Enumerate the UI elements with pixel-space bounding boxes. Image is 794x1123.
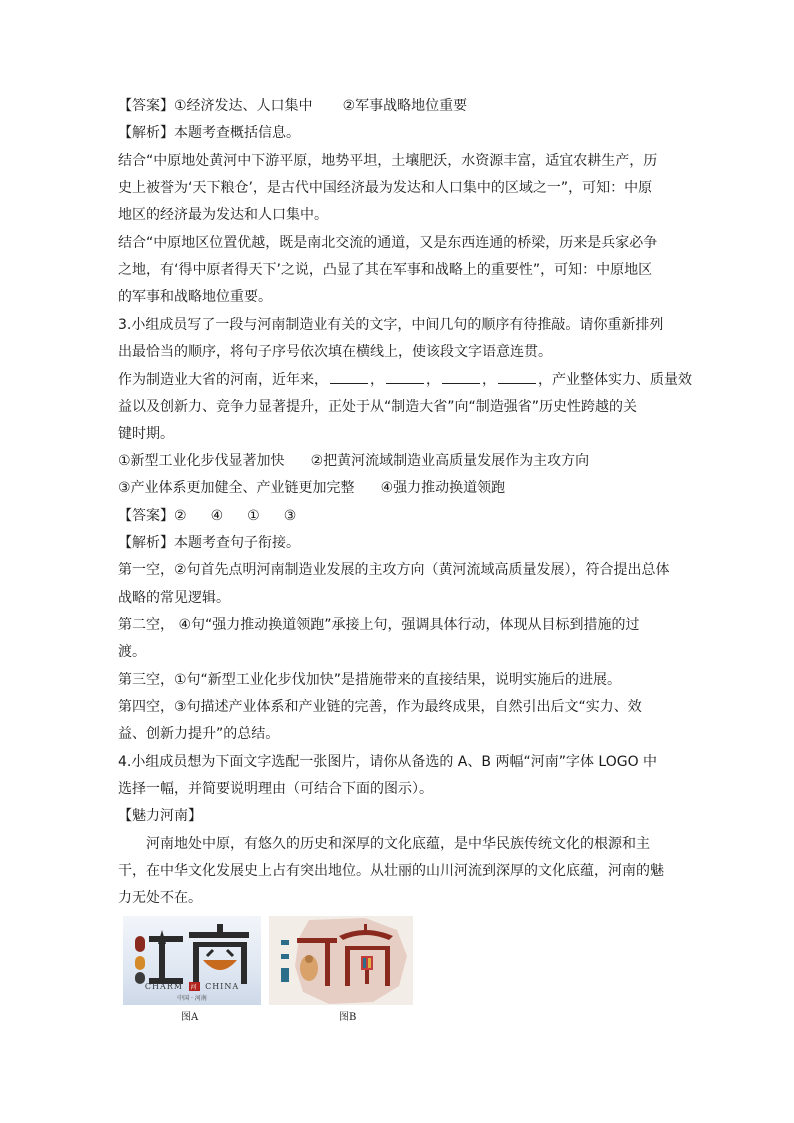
answer-line-2: 【答案】② ④ ① ③ (118, 508, 297, 524)
body-line: 战略的常见逻辑。 (118, 590, 230, 606)
blank-1[interactable] (330, 369, 368, 384)
body-line: 结合“中原地区位置优越，既是南北交流的通道，又是东西连通的桥梁，历来是兵家必争 (118, 235, 658, 251)
body-line: 之地，有‘得中原者得天下’之说，凸显了其在军事和战略上的重要性”，可知：中原地区 (118, 262, 653, 278)
question-4-line: 选择一幅，并简要说明理由（可结合下面的图示）。 (118, 781, 433, 797)
henan-logo-a-graphic (123, 916, 261, 1005)
logo-a-subtitle: 中国 · 河南 (177, 995, 207, 1002)
figure-a-caption: 图A (181, 1012, 199, 1023)
question-3-line: 出最恰当的顺序，将句子序号依次填在横线上，使该段文字语意连贯。 (118, 344, 552, 360)
analysis-line-1: 【解析】本题考查概括信息。 (118, 125, 300, 141)
body-line: 第二空， ④句“强力推动换道领跑”承接上句，强调具体行动，体现从目标到措施的过 (118, 617, 640, 633)
body-line: 结合“中原地处黄河中下游平原，地势平坦，土壤肥沃，水资源丰富，适宜农耕生产，历 (118, 153, 658, 169)
figure-b-logo (269, 916, 413, 1005)
analysis-line-2: 【解析】本题考查句子衔接。 (118, 535, 300, 551)
body-line: 渡。 (118, 644, 146, 660)
body-line: 地区的经济最为发达和人口集中。 (118, 207, 328, 223)
question-4-line: 4.小组成员想为下面文字选配一张图片，请你从备选的 A、B 两幅“河南”字体 LOGO 中 (118, 754, 658, 770)
question-3-line: 3.小组成员写了一段与河南制造业有关的文字，中间几句的顺序有待推敲。请你重新排列 (118, 317, 664, 333)
body-line: 键时期。 (118, 426, 174, 442)
body-line: 益、创新力提升”的总结。 (118, 726, 280, 742)
options-line-2: ③产业体系更加健全、产业链更加完整 ④强力推动换道领跑 (118, 480, 506, 496)
paragraph-line: 河南地处中原，有悠久的历史和深厚的文化底蕴，是中华民族传统文化的根源和主 (146, 836, 650, 852)
fill-blank-line: 作为制造业大省的河南，近年来， ， ， ， ，产业整体实力、质量效 (118, 369, 678, 390)
paragraph-line: 力无处不在。 (118, 890, 202, 906)
blank-4[interactable] (498, 369, 536, 384)
figure-a-logo (123, 916, 261, 1005)
blank-2[interactable] (386, 369, 424, 384)
body-line: 史上被誉为‘天下粮仓’，是古代中国经济最为发达和人口集中的区域之一”，可知：中原 (118, 180, 653, 196)
blank-3[interactable] (442, 369, 480, 384)
henan-logo-b-graphic (269, 916, 413, 1005)
body-line: 第四空，③句描述产业体系和产业链的完善，作为最终成果，自然引出后文“实力、效 (118, 699, 642, 715)
answer-line-1: 【答案】①经济发达、人口集中 ②军事战略地位重要 (118, 98, 468, 114)
body-line: 第一空，②句首先点明河南制造业发展的主攻方向（黄河流域高质量发展），符合提出总体 (118, 562, 670, 578)
body-line: 的军事和战略地位重要。 (118, 289, 272, 305)
paragraph-line: 干，在中华文化发展史上占有突出地位。从壮丽的山川河流到深厚的文化底蕴，河南的魅 (118, 863, 664, 879)
logo-a-tagline: CHARM 河 CHINA (144, 982, 240, 991)
section-heading: 【魅力河南】 (118, 808, 202, 824)
body-line: 益以及创新力、竞争力显著提升，正处于从“制造大省”向“制造强省”历史性跨越的关 (118, 399, 638, 415)
seal-stamp: 河 (190, 984, 198, 991)
figure-b-caption: 图B (339, 1012, 357, 1023)
body-line: 第三空，①句“新型工业化步伐加快”是措施带来的直接结果，说明实施后的进展。 (118, 672, 622, 688)
options-line-1: ①新型工业化步伐显著加快 ②把黄河流域制造业高质量发展作为主攻方向 (118, 453, 590, 469)
